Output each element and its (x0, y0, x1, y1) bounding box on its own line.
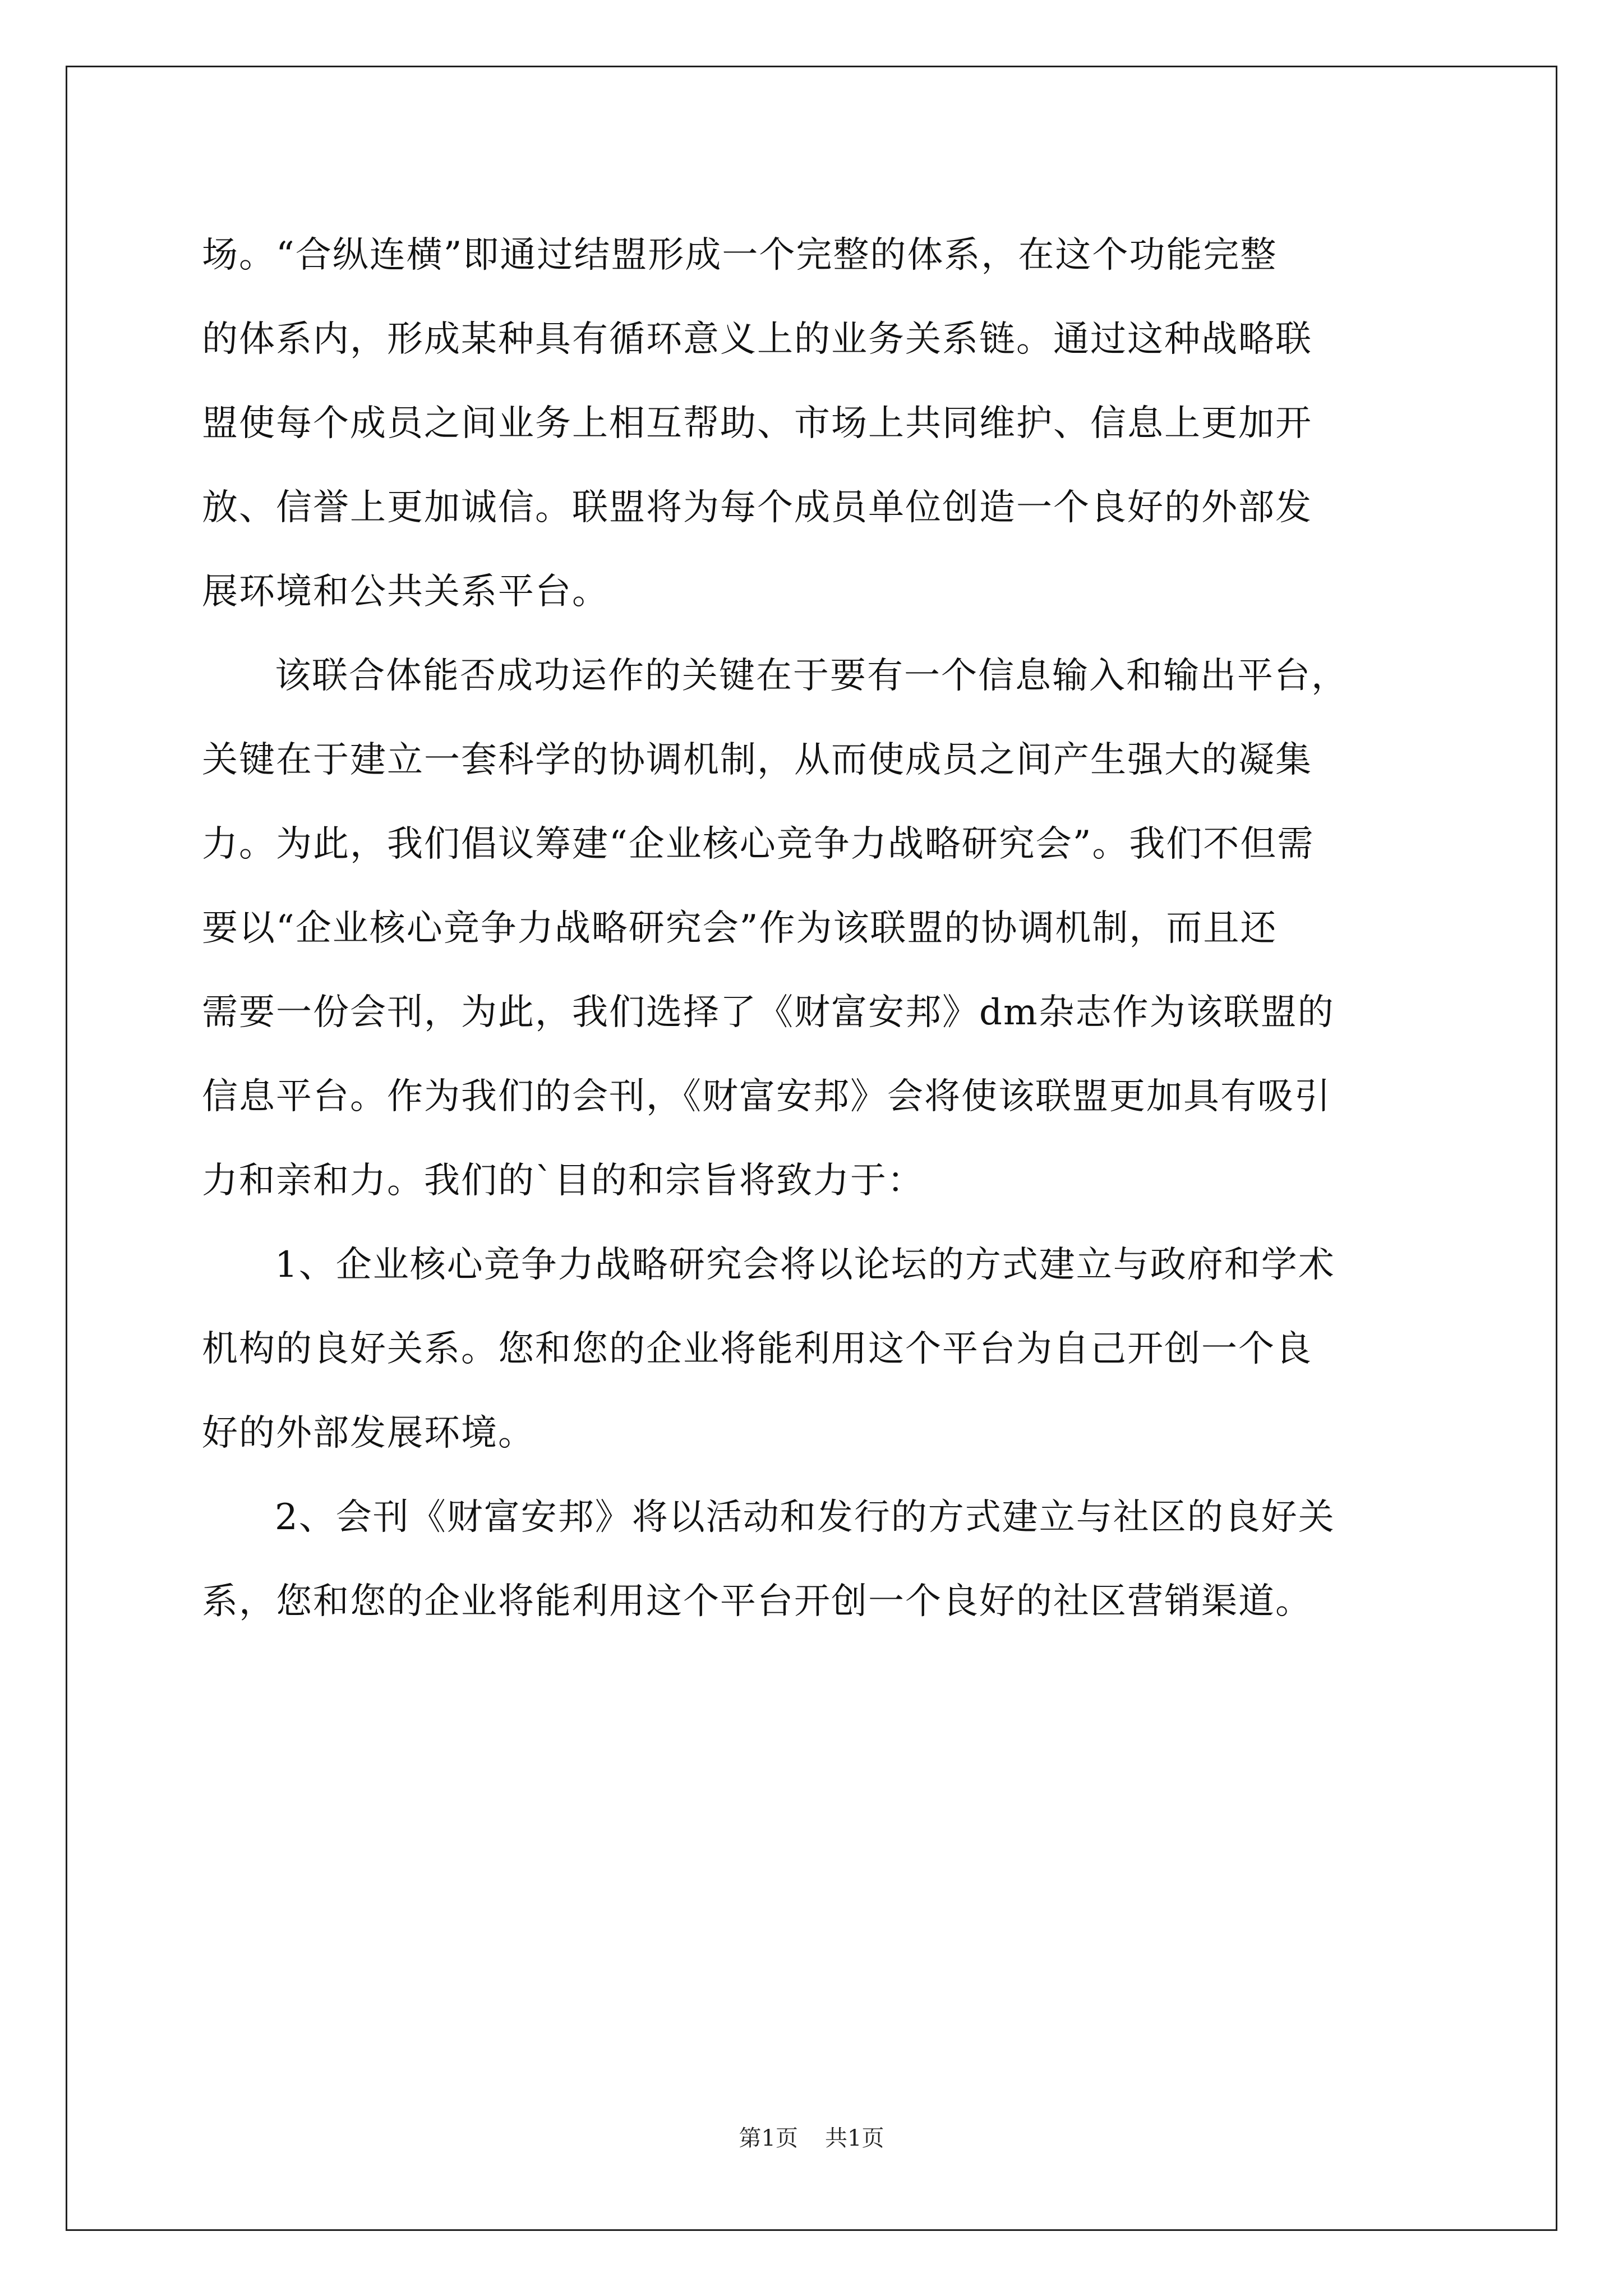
page-footer (0, 2120, 1623, 2152)
text-line: 1、企业核心竞争力战略研究会将以论坛的方式建立与政府和学术 (275, 1244, 1335, 1286)
paragraph-1 (202, 213, 1436, 634)
document-body (202, 213, 1436, 1644)
paragraph-2 (202, 634, 1436, 1223)
text-line: 该联合体能否成功运作的关键在于要有一个信息输入和输出平台， (275, 655, 1348, 697)
text-line: 系，您和您的企业将能利用这个平台开创一个良好的社区营销渠道。 (202, 1581, 1312, 1622)
text-line: 的体系内，形成某种具有循环意义上的业务关系链。通过这种战略联 (202, 319, 1312, 360)
text-line: 力。为此，我们倡议筹建“企业核心竞争力战略研究会”。我们不但需 (202, 823, 1315, 865)
paragraph-3 (202, 1223, 1436, 1475)
text-line: 展环境和公共关系平台。 (202, 571, 609, 613)
text-line: 要以“企业核心竞争力战略研究会”作为该联盟的协调机制，而且还 (202, 908, 1278, 949)
page-number: 第1页 (739, 2125, 798, 2151)
text-line: 关键在于建立一套科学的协调机制，从而使成员之间产生强大的凝集 (202, 739, 1312, 781)
text-line: 机构的良好关系。您和您的企业将能利用这个平台为自己开创一个良 (202, 1328, 1312, 1370)
text-line: 需要一份会刊，为此，我们选择了《财富安邦》dm杂志作为该联盟的 (202, 992, 1335, 1033)
text-line: 信息平台。作为我们的会刊，《财富安邦》会将使该联盟更加具有吸引 (202, 1076, 1331, 1117)
text-line: 2、会刊《财富安邦》将以活动和发行的方式建立与社区的良好关 (275, 1497, 1335, 1538)
text-line: 盟使每个成员之间业务上相互帮助、市场上共同维护、信息上更加开 (202, 403, 1312, 444)
text-line: 好的外部发展环境。 (202, 1412, 535, 1454)
text-line: 放、信誉上更加诚信。联盟将为每个成员单位创造一个良好的外部发 (202, 487, 1312, 528)
text-line: 场。“合纵连横”即通过结盟形成一个完整的体系，在这个功能完整 (202, 234, 1278, 276)
paragraph-4 (202, 1475, 1436, 1644)
text-line: 力和亲和力。我们的`目的和宗旨将致力于： (202, 1160, 924, 1202)
page-total: 共1页 (825, 2125, 884, 2151)
